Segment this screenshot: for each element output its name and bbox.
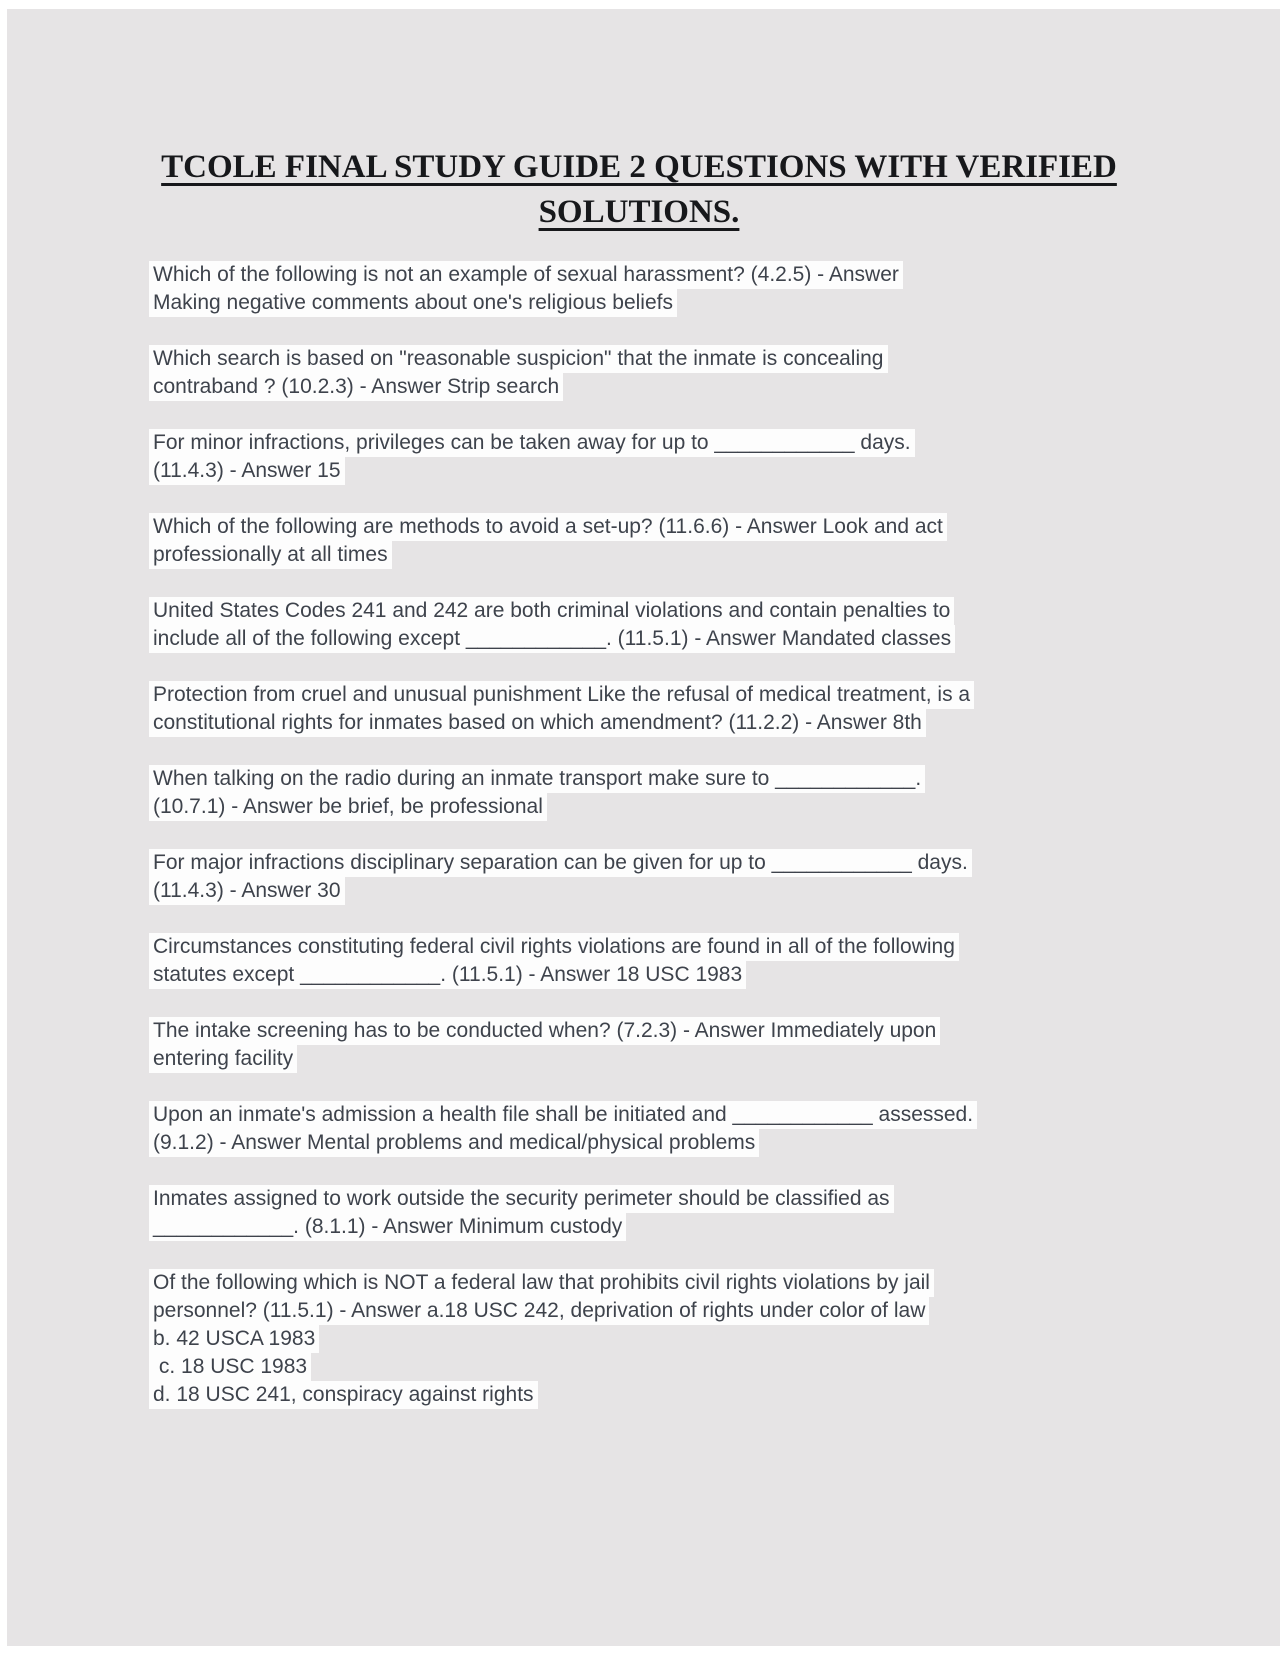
- question-line: The intake screening has to be conducted when? (7.2.3) - Answer Immediately upon: [149, 1017, 940, 1045]
- question-line: Circumstances constituting federal civil rights violations are found in all of the following: [149, 933, 959, 961]
- question-line: Protection from cruel and unusual punishment Like the refusal of medical treatment, is a: [149, 681, 974, 709]
- page-title-line-2: SOLUTIONS.: [538, 194, 740, 230]
- question-block-11: [149, 1101, 1129, 1157]
- question-line: Which of the following are methods to avoid a set-up? (11.6.6) - Answer Look and act: [149, 513, 947, 541]
- question-line: United States Codes 241 and 242 are both criminal violations and contain penalties to: [149, 597, 954, 625]
- question-line: constitutional rights for inmates based on which amendment? (11.2.2) - Answer 8th: [149, 709, 926, 737]
- question-block-9: [149, 933, 1129, 989]
- answer-option-b: b. 42 USCA 1983: [149, 1325, 319, 1353]
- question-line: Making negative comments about one's religious beliefs: [149, 289, 677, 317]
- question-block-4: [149, 513, 1129, 569]
- question-line: Inmates assigned to work outside the security perimeter should be classified as: [149, 1185, 894, 1213]
- question-line: Upon an inmate's admission a health file shall be initiated and ____________ assessed.: [149, 1101, 977, 1129]
- question-line: (11.4.3) - Answer 15: [149, 457, 345, 485]
- question-line: entering facility: [149, 1045, 297, 1073]
- question-line: Which search is based on "reasonable suspicion" that the inmate is concealing: [149, 345, 888, 373]
- question-block-6: [149, 681, 1129, 737]
- document-page: [7, 9, 1280, 1646]
- answer-option-d: d. 18 USC 241, conspiracy against rights: [149, 1381, 538, 1409]
- question-line: statutes except ____________. (11.5.1) - Answer 18 USC 1983: [149, 961, 746, 989]
- question-line: (9.1.2) - Answer Mental problems and medical/physical problems: [149, 1129, 759, 1157]
- question-block-8: [149, 849, 1129, 905]
- question-block-10: [149, 1017, 1129, 1073]
- question-block-1: [149, 261, 1129, 317]
- question-line: For minor infractions, privileges can be taken away for up to ____________ days.: [149, 429, 915, 457]
- question-block-7: [149, 765, 1129, 821]
- question-line: Of the following which is NOT a federal law that prohibits civil rights violations by jail: [149, 1269, 934, 1297]
- answer-option-c: c. 18 USC 1983: [149, 1353, 311, 1381]
- question-line: professionally at all times: [149, 541, 392, 569]
- question-line: When talking on the radio during an inmate transport make sure to ____________.: [149, 765, 925, 793]
- question-block-12: [149, 1185, 1129, 1241]
- question-block-5: [149, 597, 1129, 653]
- document-content: [7, 9, 1129, 1409]
- page-title-line-1: TCOLE FINAL STUDY GUIDE 2 QUESTIONS WITH VERIFIED: [161, 149, 1117, 185]
- page-title: [149, 145, 1129, 235]
- question-line: personnel? (11.5.1) - Answer a.18 USC 242, deprivation of rights under color of law: [149, 1297, 929, 1325]
- question-block-13: [149, 1269, 1129, 1409]
- question-block-3: [149, 429, 1129, 485]
- question-line: include all of the following except ____________. (11.5.1) - Answer Mandated classes: [149, 625, 955, 653]
- question-block-2: [149, 345, 1129, 401]
- question-line: contraband ? (10.2.3) - Answer Strip search: [149, 373, 563, 401]
- question-line: For major infractions disciplinary separation can be given for up to ____________ days.: [149, 849, 972, 877]
- question-line: Which of the following is not an example of sexual harassment? (4.2.5) - Answer: [149, 261, 903, 289]
- question-line: (11.4.3) - Answer 30: [149, 877, 345, 905]
- question-line: (10.7.1) - Answer be brief, be professional: [149, 793, 547, 821]
- question-line: ____________. (8.1.1) - Answer Minimum custody: [149, 1213, 626, 1241]
